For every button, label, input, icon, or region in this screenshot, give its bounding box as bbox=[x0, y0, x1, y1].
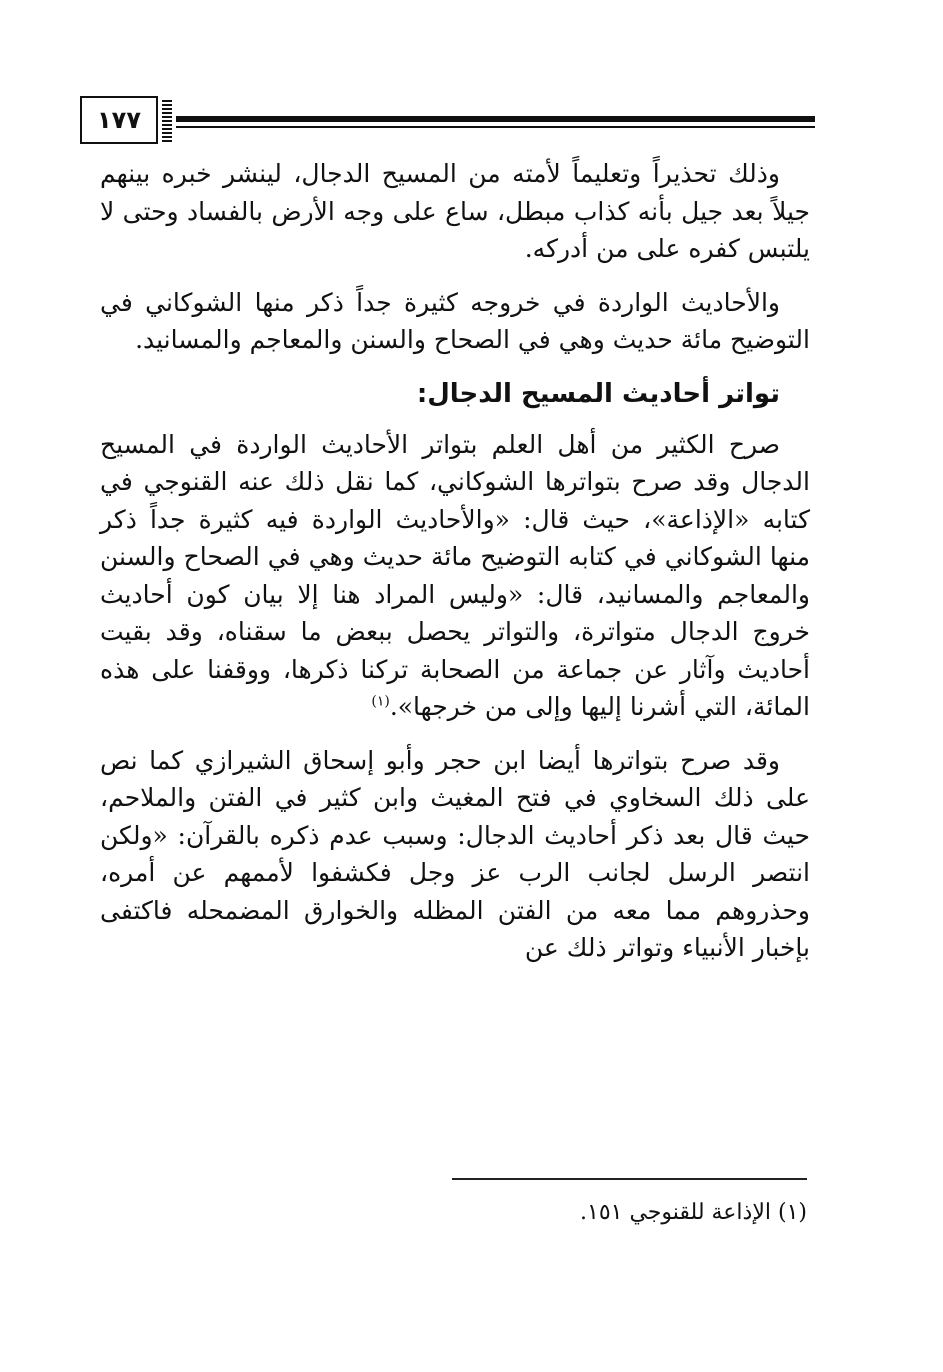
footnote-1: (١) الإذاعة للقنوجي ١٥١. bbox=[580, 1200, 807, 1225]
header-ornament bbox=[162, 98, 172, 142]
paragraph-3 bbox=[100, 426, 810, 726]
section-heading: تواتر أحاديث المسيح الدجال: bbox=[416, 378, 780, 409]
paragraph-3-text: صرح الكثير من أهل العلم بتواتر الأحاديث الواردة في المسيح الدجال وقد صرح بتواترها الشوكاني، كما نقل ذلك عنه القنوجي في كتابه «الإذاعة»، حيث قال: «والأحاديث الواردة فيه كثيرة جداً ذكر منها الشوكاني في كتابه التوضيح مائة حديث وهي في الصحاح والسنن والمعاجم والمسانيد، قال: «وليس المراد هنا إلا بيان كون أحاديث خروج الدجال متواترة، والتواتر يحصل ببعض ما سقناه، وقد بقيت أحاديث وآثار عن جماعة من الصحابة تركنا ذكرها، ووقفنا على هذه المائة، التي أشرنا إليها وإلى من خرجها». bbox=[100, 429, 810, 721]
paragraph-4: وقد صرح بتواترها أيضا ابن حجر وأبو إسحاق الشيرازي كما نص على ذلك السخاوي في فتح المغيث وابن كثير في الفتن والملاحم، حيث قال بعد ذكر أحاديث الدجال: وسبب عدم ذكره بالقرآن: «ولكن انتصر الرسل لجانب الرب عز وجل فكشفوا لأممهم عن أمره، وحذروهم مما معه من الفتن المظله والخوارق المضمحله فاكتفى بإخبار الأنبياء وتواتر ذلك عن bbox=[100, 745, 810, 962]
paragraph-1: وذلك تحذيراً وتعليماً لأمته من المسيح الدجال، لينشر خبره بينهم جيلاً بعد جيل بأنه كذاب مبطل، ساع على وجه الأرض بالفساد وحتى لا يلتبس كفره على من أدركه. bbox=[100, 159, 810, 263]
page-number: ١٧٧ bbox=[80, 96, 158, 144]
page-header bbox=[80, 96, 815, 148]
header-rule-thin bbox=[176, 126, 815, 128]
header-rule-thick bbox=[176, 116, 815, 122]
footnote-separator bbox=[452, 1178, 807, 1180]
page-body bbox=[100, 155, 810, 983]
paragraph-2: والأحاديث الواردة في خروجه كثيرة جداً ذكر منها الشوكاني في التوضيح مائة حديث وهي في الصحاح والسنن والمعاجم والمسانيد. bbox=[100, 287, 810, 354]
footnote-ref-1: (١) bbox=[371, 693, 390, 710]
